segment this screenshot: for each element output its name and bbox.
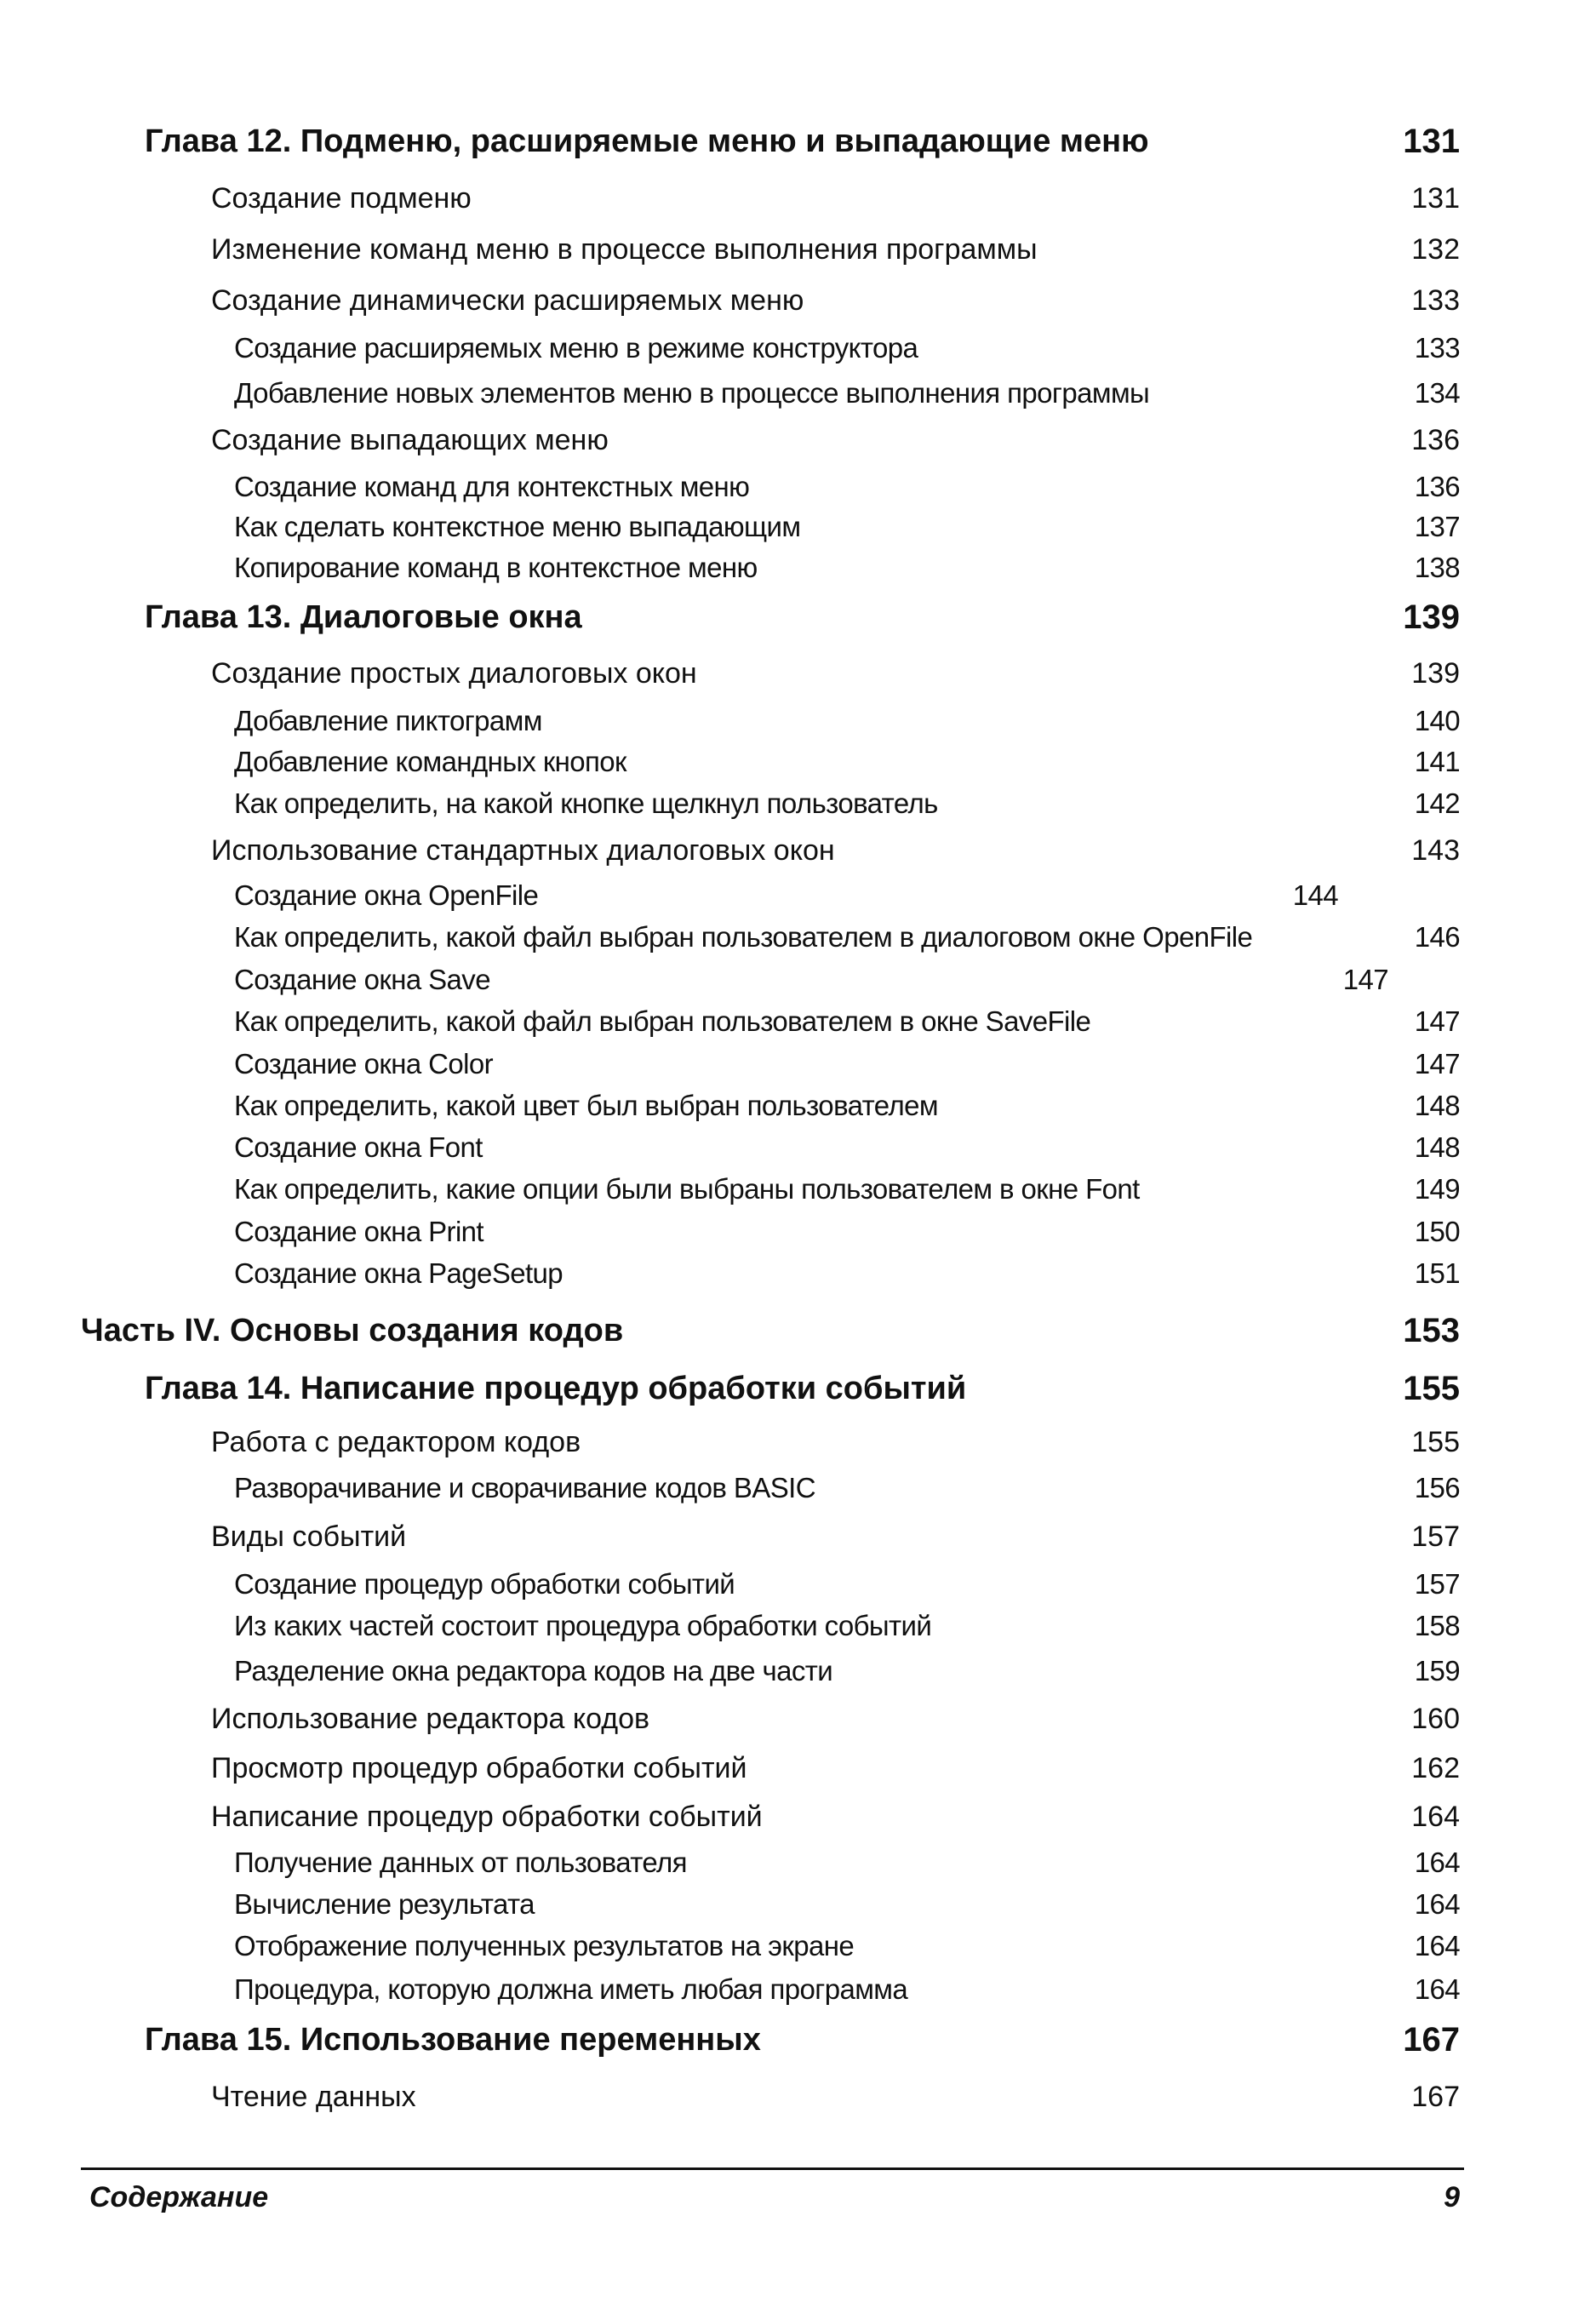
entry-title: Процедура, которую должна иметь любая программа xyxy=(234,1973,908,2005)
entry-page: 146 xyxy=(1414,921,1460,953)
toc-entry xyxy=(0,1085,1596,1127)
toc-entry xyxy=(0,506,1596,548)
entry-page: 133 xyxy=(1414,332,1460,364)
entry-page: 134 xyxy=(1414,377,1460,409)
entry-title: Разделение окна редактора кодов на две части xyxy=(234,1655,833,1686)
entry-title: Создание команд для контекстных меню xyxy=(234,471,750,502)
entry-title: Как определить, какие опции были выбраны пользователем в окне Font xyxy=(234,1173,1140,1205)
entry-page: 162 xyxy=(1411,1752,1460,1784)
entry-title: Глава 14. Написание процедур обработки событий xyxy=(145,1371,967,1406)
toc-entry xyxy=(0,327,1596,369)
entry-title: Из каких частей состоит процедура обработки событий xyxy=(234,1610,932,1641)
toc-entry xyxy=(0,741,1596,783)
toc-entry xyxy=(0,177,1596,220)
entry-title: Создание окна OpenFile xyxy=(234,879,539,911)
entry-title: Создание окна Print xyxy=(234,1216,483,1247)
toc-entry xyxy=(0,466,1596,508)
toc-entry xyxy=(0,1925,1596,1967)
entry-title: Как определить, какой цвет был выбран пользователем xyxy=(234,1090,938,1121)
toc-entry xyxy=(0,120,1596,163)
entry-title: Создание простых диалоговых окон xyxy=(211,657,697,690)
entry-page: 136 xyxy=(1414,471,1460,502)
toc-entry xyxy=(0,1968,1596,2011)
entry-title: Часть IV. Основы создания кодов xyxy=(81,1313,624,1349)
entry-page: 139 xyxy=(1403,598,1460,636)
entry-page: 144 xyxy=(1292,879,1338,911)
entry-title: Вычисление результата xyxy=(234,1888,535,1920)
toc-entry xyxy=(0,700,1596,742)
entry-title: Создание динамически расширяемых меню xyxy=(211,284,804,317)
entry-page: 141 xyxy=(1414,746,1460,777)
toc-entry xyxy=(0,2019,1596,2061)
entry-page: 148 xyxy=(1414,1131,1460,1163)
toc-entry xyxy=(0,782,1596,825)
toc-entry xyxy=(0,1043,1596,1085)
entry-title: Создание окна Color xyxy=(234,1048,494,1079)
entry-page: 133 xyxy=(1411,284,1460,317)
entry-page: 167 xyxy=(1403,2021,1460,2059)
toc-entry xyxy=(0,1650,1596,1692)
toc-entry xyxy=(0,279,1596,322)
toc-entry xyxy=(0,1883,1596,1926)
entry-title: Создание выпадающих меню xyxy=(211,424,609,456)
entry-page: 164 xyxy=(1414,1847,1460,1878)
entry-page: 149 xyxy=(1414,1173,1460,1205)
entry-title: Использование стандартных диалоговых окон xyxy=(211,834,835,867)
footer-rule xyxy=(81,2167,1464,2170)
entry-page: 160 xyxy=(1411,1703,1460,1735)
entry-title: Чтение данных xyxy=(211,2081,416,2113)
entry-title: Глава 12. Подменю, расширяемые меню и выпадающие меню xyxy=(145,123,1149,159)
entry-page: 147 xyxy=(1342,964,1388,995)
entry-title: Как определить, какой файл выбран пользователем в диалоговом окне OpenFile xyxy=(234,921,1253,953)
entry-page: 147 xyxy=(1414,1005,1460,1037)
toc-entry xyxy=(0,1747,1596,1789)
entry-title: Отображение полученных результатов на экране xyxy=(234,1930,855,1961)
entry-title: Разворачивание и сворачивание кодов BASIC xyxy=(234,1472,815,1503)
entry-title: Создание расширяемых меню в режиме конструктора xyxy=(234,332,918,364)
toc-entry xyxy=(0,372,1596,415)
toc-entry xyxy=(0,596,1596,638)
entry-page: 164 xyxy=(1414,1930,1460,1961)
entry-title: Получение данных от пользователя xyxy=(234,1847,687,1878)
entry-page: 158 xyxy=(1414,1610,1460,1641)
entry-page: 139 xyxy=(1411,657,1460,690)
footer-section-title: Содержание xyxy=(89,2181,269,2213)
entry-title: Создание окна Save xyxy=(234,964,490,995)
entry-page: 157 xyxy=(1411,1520,1460,1553)
entry-title: Использование редактора кодов xyxy=(211,1703,650,1735)
toc-entry xyxy=(0,547,1596,589)
entry-title: Создание окна PageSetup xyxy=(234,1257,563,1289)
entry-page: 137 xyxy=(1414,511,1460,542)
entry-title: Изменение команд меню в процессе выполнения программы xyxy=(211,233,1038,266)
entry-title: Как определить, какой файл выбран пользователем в окне SaveFile xyxy=(234,1005,1091,1037)
entry-page: 132 xyxy=(1411,233,1460,266)
entry-page: 155 xyxy=(1411,1426,1460,1458)
toc-entry xyxy=(0,1367,1596,1410)
entry-title: Написание процедур обработки событий xyxy=(211,1801,763,1833)
entry-title: Добавление пиктограмм xyxy=(234,705,542,736)
toc-entry xyxy=(0,829,1596,872)
entry-page: 136 xyxy=(1411,424,1460,456)
toc-entry xyxy=(0,1309,1596,1352)
entry-title: Работа с редактором кодов xyxy=(211,1426,581,1458)
toc-entry xyxy=(0,1698,1596,1740)
entry-title: Создание подменю xyxy=(211,182,472,215)
entry-page: 153 xyxy=(1403,1312,1460,1349)
entry-page: 142 xyxy=(1414,787,1460,819)
entry-page: 151 xyxy=(1414,1257,1460,1289)
entry-title: Добавление командных кнопок xyxy=(234,746,626,777)
toc-entry xyxy=(0,419,1596,461)
toc-entry xyxy=(0,959,1596,1001)
entry-page: 167 xyxy=(1411,2081,1460,2113)
entry-title: Создание процедур обработки событий xyxy=(234,1568,735,1600)
entry-title: Виды событий xyxy=(211,1520,407,1553)
toc-entry xyxy=(0,1252,1596,1295)
toc-entry xyxy=(0,1515,1596,1558)
toc-entry xyxy=(0,916,1596,959)
entry-title: Копирование команд в контекстное меню xyxy=(234,552,758,583)
entry-page: 164 xyxy=(1414,1888,1460,1920)
entry-page: 150 xyxy=(1414,1216,1460,1247)
entry-page: 148 xyxy=(1414,1090,1460,1121)
toc-entry xyxy=(0,1168,1596,1211)
entry-page: 131 xyxy=(1411,182,1460,215)
toc-entry xyxy=(0,1126,1596,1169)
toc-entry xyxy=(0,1211,1596,1253)
entry-title: Просмотр процедур обработки событий xyxy=(211,1752,747,1784)
toc-entry xyxy=(0,1467,1596,1509)
toc-entry xyxy=(0,1795,1596,1838)
entry-page: 143 xyxy=(1411,834,1460,867)
entry-page: 164 xyxy=(1414,1973,1460,2005)
toc-entry xyxy=(0,874,1596,917)
entry-page: 131 xyxy=(1403,123,1460,160)
entry-title: Добавление новых элементов меню в процессе выполнения программы xyxy=(234,377,1150,409)
entry-title: Создание окна Font xyxy=(234,1131,483,1163)
entry-page: 156 xyxy=(1414,1472,1460,1503)
footer-page-number: 9 xyxy=(1444,2181,1460,2213)
entry-page: 157 xyxy=(1414,1568,1460,1600)
toc-entry xyxy=(0,652,1596,695)
toc-entry xyxy=(0,1421,1596,1463)
entry-page: 147 xyxy=(1414,1048,1460,1079)
toc-entry xyxy=(0,1841,1596,1884)
entry-title: Глава 15. Использование переменных xyxy=(145,2022,761,2058)
entry-page: 140 xyxy=(1414,705,1460,736)
toc-entry xyxy=(0,1563,1596,1606)
entry-title: Как сделать контекстное меню выпадающим xyxy=(234,511,801,542)
entry-page: 155 xyxy=(1403,1370,1460,1407)
toc-entry xyxy=(0,228,1596,271)
toc-entry xyxy=(0,1000,1596,1043)
entry-title: Как определить, на какой кнопке щелкнул пользователь xyxy=(234,787,938,819)
entry-page: 164 xyxy=(1411,1801,1460,1833)
entry-page: 138 xyxy=(1414,552,1460,583)
toc-entry xyxy=(0,2076,1596,2118)
entry-title: Глава 13. Диалоговые окна xyxy=(145,599,582,635)
entry-page: 159 xyxy=(1414,1655,1460,1686)
toc-entry xyxy=(0,1605,1596,1647)
